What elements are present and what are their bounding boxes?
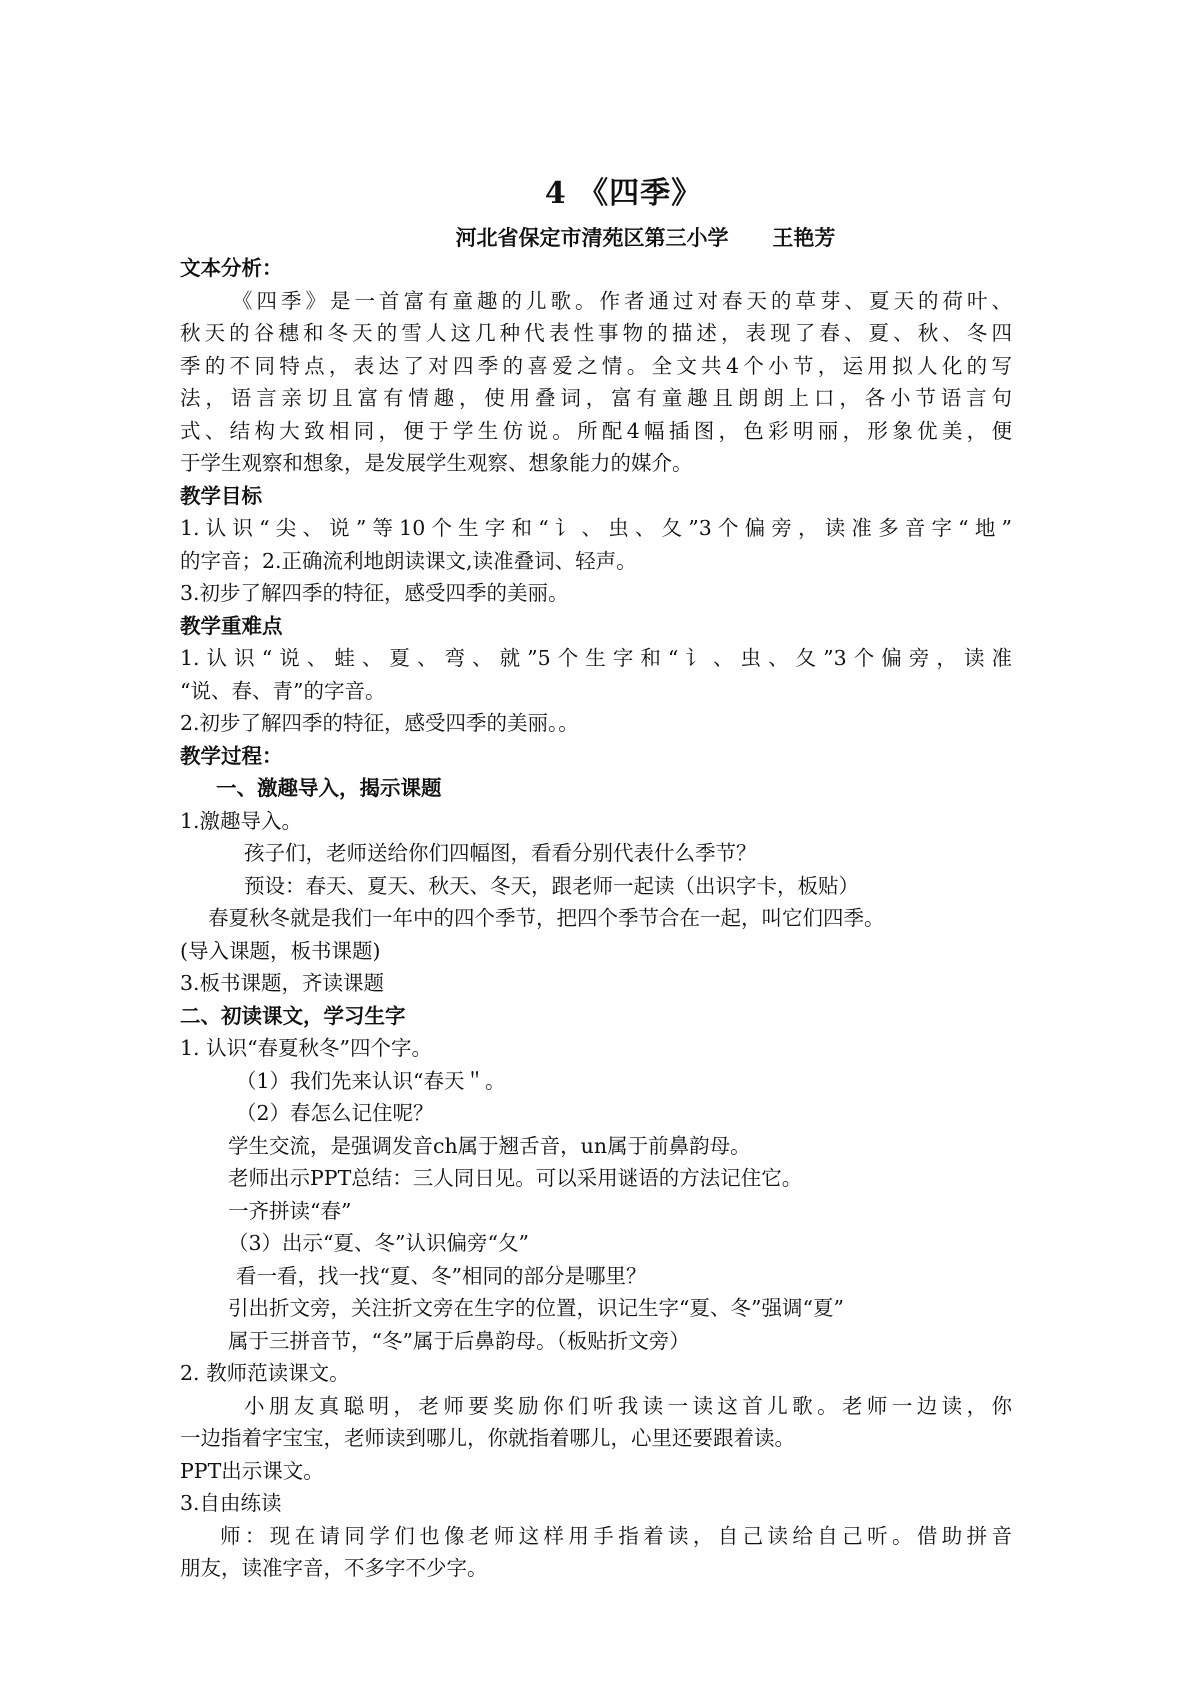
paragraph-line: (导入课题，板书课题): [180, 938, 381, 963]
paragraph-line: 法，语言亲切且富有情趣，使用叠词，富有童趣且朗朗上口，各小节语言句: [180, 386, 1012, 410]
paragraph-line: 孩子们，老师送给你们四幅图，看看分别代表什么季节？: [244, 841, 757, 865]
paragraph-line: 《四季》是一首富有童趣的儿歌。作者通过对春天的草芽、夏天的荷叶、: [232, 288, 1012, 313]
paragraph-line: 预设：春天、夏天、秋天、冬天，跟老师一起读（出识字卡，板贴）: [244, 873, 859, 898]
paragraph-line: 3.初步了解四季的特征，感受四季的美丽。: [180, 581, 569, 605]
paragraph-line: 朋友，读准字音，不多字不少字。: [180, 1556, 488, 1580]
page-title: 4 《四季》: [544, 176, 703, 211]
paragraph-line: 1. 认识“春夏秋冬”四个字。: [180, 1036, 433, 1060]
author-byline: 河北省保定市清苑区第三小学 王艳芳: [455, 225, 836, 250]
paragraph-line: 学生交流，是强调发音ch属于翘舌音，un属于前鼻韵母。: [228, 1133, 751, 1158]
section-heading-process: 教学过程：: [180, 743, 283, 768]
paragraph-line: 于学生观察和想象，是发展学生观察、想象能力的媒介。: [180, 451, 693, 475]
paragraph-line: 春夏秋冬就是我们一年中的四个季节，把四个季节合在一起，叫它们四季。: [208, 906, 885, 930]
paragraph-line: 2. 教师范读课文。: [180, 1361, 350, 1385]
paragraph-line: 看一看，找一找“夏、冬”相同的部分是哪里？: [236, 1263, 647, 1288]
paragraph-line: （1）我们先来认识“春天＂。: [236, 1068, 506, 1093]
paragraph-line: （3）出示“夏、冬”认识偏旁“夂”: [228, 1231, 529, 1255]
paragraph-line: 一边指着字宝宝，老师读到哪儿，你就指着哪儿，心里还要跟着读。: [180, 1426, 795, 1450]
paragraph-line: PPT出示课文。: [180, 1458, 324, 1483]
paragraph-line: 3.自由练读: [180, 1491, 282, 1515]
paragraph-line: 的字音；2.正确流利地朗读课文,读准叠词、轻声。: [180, 548, 637, 573]
document-body: [180, 252, 1012, 1585]
subsection-heading-part1: 一、激趣导入，揭示课题: [216, 776, 442, 800]
paragraph-line: 引出折文旁，关注折文旁在生字的位置，识记生字“夏、冬”强调“夏”: [228, 1296, 844, 1320]
paragraph-line: 老师出示PPT总结：三人同日见。可以采用谜语的方法记住它。: [228, 1166, 803, 1190]
paragraph-line: 一齐拼读“春”: [228, 1198, 352, 1223]
section-heading-goals: 教学目标: [180, 483, 262, 508]
section-heading-key-points: 教学重难点: [180, 613, 283, 638]
paragraph-line: 1.认识“尖、说”等10个生字和“讠、虫、夂”3个偏旁，读准多音字“地”: [180, 516, 1012, 540]
paragraph-line: 1.认识“说、蛙、夏、弯、就”5个生字和“讠、虫、夂”3个偏旁，读准: [180, 646, 1012, 670]
section-heading-text-analysis: 文本分析：: [180, 256, 283, 280]
paragraph-line: 秋天的谷穗和冬天的雪人这几种代表性事物的描述，表现了春、夏、秋、冬四: [180, 321, 1012, 345]
paragraph-line: 3.板书课题，齐读课题: [180, 971, 385, 995]
paragraph-line: 小朋友真聪明，老师要奖励你们听我读一读这首儿歌。老师一边读，你: [244, 1393, 1012, 1418]
paragraph-line: 属于三拼音节，“冬”属于后鼻韵母。（板贴折文旁）: [228, 1328, 690, 1353]
paragraph-line: 1.激趣导入。: [180, 808, 303, 833]
paragraph-line: 季的不同特点，表达了对四季的喜爱之情。全文共4个小节，运用拟人化的写: [180, 353, 1012, 378]
paragraph-line: 式、结构大致相同，便于学生仿说。所配4幅插图，色彩明丽，形象优美，便: [180, 418, 1012, 443]
paragraph-line: （2）春怎么记住呢？: [236, 1101, 434, 1125]
paragraph-line: 2.初步了解四季的特征，感受四季的美丽。。: [180, 711, 579, 735]
subsection-heading-part2: 二、初读课文，学习生字: [180, 1003, 406, 1028]
paragraph-line: 师：现在请同学们也像老师这样用手指着读，自己读给自己听。借助拼音: [220, 1523, 1012, 1548]
paragraph-line: “说、春、青”的字音。: [180, 678, 386, 703]
